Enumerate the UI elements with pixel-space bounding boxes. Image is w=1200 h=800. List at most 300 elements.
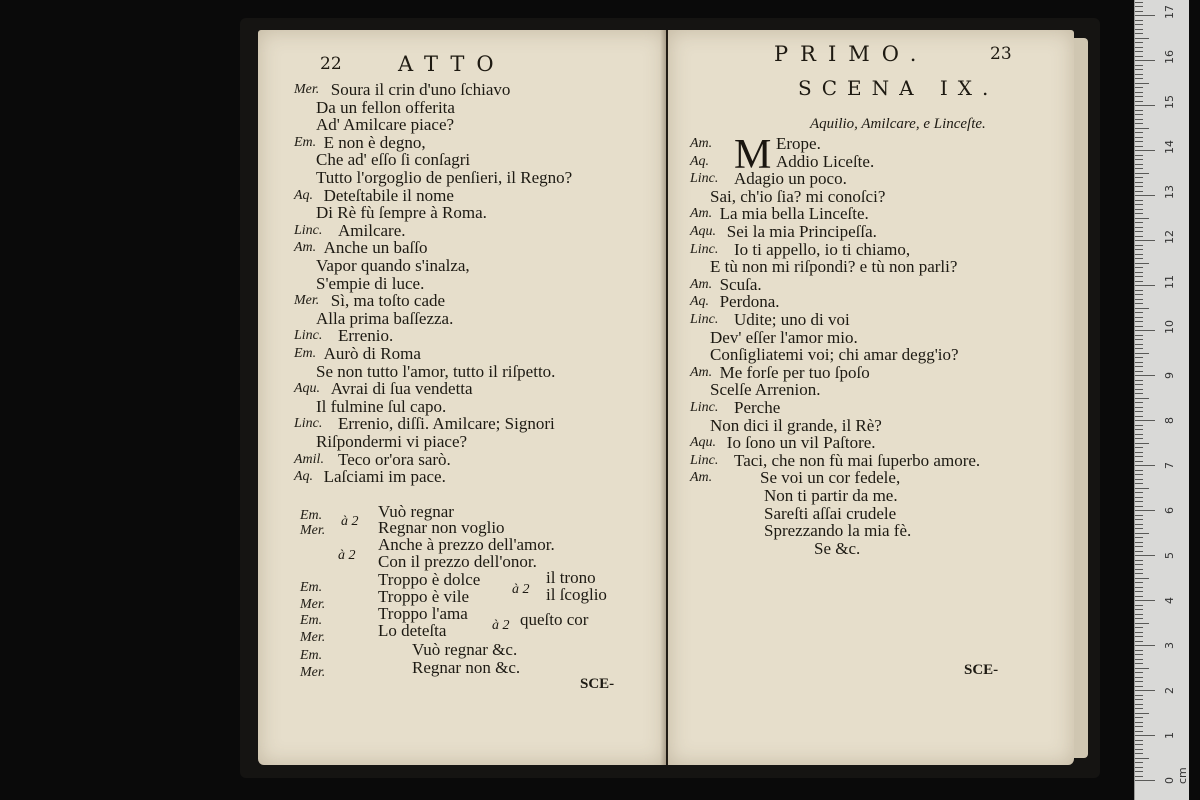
duet-line: Vuò regnar bbox=[378, 502, 454, 521]
running-head: PRIMO. bbox=[774, 42, 929, 66]
ruler-label: 6 bbox=[1163, 507, 1176, 514]
speaker-label: Aq. bbox=[690, 294, 710, 310]
ruler-tick bbox=[1135, 335, 1143, 336]
verse-line: Erope. bbox=[776, 134, 821, 153]
ruler-tick bbox=[1135, 560, 1143, 561]
ruler-tick bbox=[1135, 155, 1143, 156]
ruler-tick bbox=[1135, 677, 1143, 678]
ruler-tick bbox=[1135, 65, 1143, 66]
ruler-tick bbox=[1135, 672, 1143, 673]
speaker-label: Mer. bbox=[300, 665, 326, 680]
verse-line: E tù non mi riſpondi? e tù non parli? bbox=[710, 257, 958, 277]
page-number: 22 bbox=[320, 54, 342, 74]
ruler-tick bbox=[1135, 771, 1143, 772]
ruler-tick bbox=[1135, 767, 1143, 768]
ruler-tick bbox=[1135, 600, 1155, 601]
ruler-tick bbox=[1135, 443, 1149, 444]
ruler-tick bbox=[1135, 195, 1155, 196]
ruler-tick bbox=[1135, 429, 1143, 430]
speaker-label: Mer. bbox=[300, 523, 326, 538]
ruler-tick bbox=[1135, 776, 1143, 777]
speaker-label: Em. bbox=[300, 613, 323, 628]
ruler-tick bbox=[1135, 348, 1143, 349]
verse-line: Io ſono un vil Paſtore. bbox=[726, 433, 876, 453]
ruler-tick bbox=[1135, 416, 1143, 417]
ruler-tick bbox=[1135, 56, 1143, 57]
verse-line: Sei la mia Principeſſa. bbox=[726, 222, 877, 241]
verse-line: Conſigliatemi voi; chi amar degg'io? bbox=[710, 345, 959, 365]
speaker-label: Em. bbox=[294, 346, 317, 361]
ruler-tick bbox=[1135, 47, 1143, 48]
speaker-label: Am. bbox=[690, 206, 713, 222]
verse-line: Udite; uno di voi bbox=[734, 310, 850, 329]
ruler-tick bbox=[1135, 357, 1143, 358]
ruler-tick bbox=[1135, 434, 1143, 435]
speaker-label: Linc. bbox=[690, 171, 719, 187]
speaker-label: Em. bbox=[300, 648, 323, 663]
verse-line: Sì, ma toſto cade bbox=[330, 291, 446, 311]
speaker-label: Em. bbox=[300, 580, 323, 595]
verse-line: Che ad' eſſo ſi conſagri bbox=[316, 150, 471, 170]
speaker-label: Aqu. bbox=[690, 224, 717, 239]
duet-line: Anche à prezzo dell'amor. bbox=[378, 535, 555, 554]
ruler-tick bbox=[1135, 501, 1143, 502]
speaker-label: Linc. bbox=[690, 400, 719, 415]
ruler-tick bbox=[1135, 173, 1149, 174]
ruler-tick bbox=[1135, 231, 1143, 232]
verse-line: Soura il crin d'uno ſchiavo bbox=[330, 80, 511, 99]
verse-line: E non è degno, bbox=[323, 132, 426, 152]
ruler-tick bbox=[1135, 438, 1143, 439]
ruler-tick bbox=[1135, 695, 1143, 696]
ruler-tick bbox=[1135, 479, 1143, 480]
ruler-tick bbox=[1135, 663, 1143, 664]
ruler-tick bbox=[1135, 285, 1155, 286]
ruler-tick bbox=[1135, 227, 1143, 228]
ruler-tick bbox=[1135, 38, 1149, 39]
verse-line: Scuſa. bbox=[719, 274, 762, 294]
ruler-tick bbox=[1135, 713, 1149, 714]
ruler-tick bbox=[1135, 276, 1143, 277]
speaker-label: Linc. bbox=[294, 416, 323, 432]
verse-line: Amilcare. bbox=[338, 220, 406, 240]
verse-line: Avrai di ſua vendetta bbox=[330, 379, 473, 399]
verse-line: Adagio un poco. bbox=[734, 169, 847, 189]
ruler-tick bbox=[1135, 627, 1143, 628]
verse-line: Tutto l'orgoglio de penſieri, il Regno? bbox=[316, 168, 573, 187]
verse-line: Laſciami im pace. bbox=[323, 467, 446, 487]
ruler-tick bbox=[1135, 182, 1143, 183]
ruler-tick bbox=[1135, 87, 1143, 88]
verse-line: Errenio. bbox=[338, 326, 394, 346]
ruler-tick bbox=[1135, 164, 1143, 165]
ruler-tick bbox=[1135, 591, 1143, 592]
ruler-tick bbox=[1135, 60, 1155, 61]
ruler-label: 17 bbox=[1163, 5, 1176, 19]
ruler-tick bbox=[1135, 24, 1143, 25]
speaker-label: Aq. bbox=[294, 469, 314, 485]
duet-line: il ſcoglio bbox=[546, 585, 607, 604]
ruler-tick bbox=[1135, 110, 1143, 111]
verse-line: Dev' eſſer l'amor mio. bbox=[710, 327, 858, 347]
ruler-tick bbox=[1135, 11, 1143, 12]
ruler-tick bbox=[1135, 132, 1143, 133]
ruler-tick bbox=[1135, 407, 1143, 408]
ruler-tick bbox=[1135, 78, 1143, 79]
ruler-tick bbox=[1135, 317, 1143, 318]
ruler-tick bbox=[1135, 690, 1155, 691]
a2-marking: à 2 bbox=[341, 514, 359, 529]
ruler-tick bbox=[1135, 699, 1143, 700]
ruler-tick bbox=[1135, 204, 1143, 205]
page-edges bbox=[1072, 38, 1088, 758]
ruler-tick bbox=[1135, 506, 1143, 507]
ruler-tick bbox=[1135, 659, 1143, 660]
ruler-label: 0 cm bbox=[1163, 767, 1189, 784]
ruler-tick bbox=[1135, 744, 1143, 745]
ruler-tick bbox=[1135, 650, 1143, 651]
ruler-tick bbox=[1135, 470, 1143, 471]
ruler-tick bbox=[1135, 380, 1143, 381]
ruler-label: 14 bbox=[1163, 140, 1176, 154]
ruler-tick bbox=[1135, 533, 1149, 534]
catchword: SCE- bbox=[964, 662, 999, 678]
ruler-tick bbox=[1135, 623, 1149, 624]
ruler-tick bbox=[1135, 213, 1143, 214]
ruler-tick bbox=[1135, 236, 1143, 237]
verse-line: Se non tutto l'amor, tutto il riſpetto. bbox=[316, 361, 556, 381]
duet-line: Lo deteſta bbox=[378, 621, 447, 640]
ruler-tick bbox=[1135, 186, 1143, 187]
verse-line: Me forſe per tuo ſpoſo bbox=[719, 362, 870, 382]
speaker-label: Am. bbox=[690, 136, 713, 151]
ruler-tick bbox=[1135, 159, 1143, 160]
ruler-tick bbox=[1135, 528, 1143, 529]
measuring-ruler bbox=[1134, 0, 1189, 800]
verse-line: Se voi un cor fedele, bbox=[760, 468, 901, 488]
ruler-tick bbox=[1135, 330, 1155, 331]
speaker-label: Am. bbox=[294, 240, 317, 256]
speaker-label: Em. bbox=[294, 134, 317, 150]
ruler-tick bbox=[1135, 267, 1143, 268]
ruler-tick bbox=[1135, 20, 1143, 21]
ruler-tick bbox=[1135, 2, 1143, 3]
ruler-tick bbox=[1135, 618, 1143, 619]
ruler-tick bbox=[1135, 384, 1143, 385]
verse-line: Alla prima baſſezza. bbox=[316, 308, 454, 328]
page-number: 23 bbox=[990, 44, 1012, 64]
ruler-tick bbox=[1135, 645, 1155, 646]
ruler-tick bbox=[1135, 420, 1155, 421]
ruler-tick bbox=[1135, 510, 1155, 511]
ruler-tick bbox=[1135, 137, 1143, 138]
ruler-tick bbox=[1135, 587, 1143, 588]
speaker-label: Am. bbox=[690, 364, 713, 380]
speaker-label: Linc. bbox=[690, 312, 719, 327]
ruler-tick bbox=[1135, 668, 1149, 669]
character-list: Aquilio, Amilcare, e Linceſte. bbox=[810, 116, 986, 132]
speaker-label: Aqu. bbox=[690, 435, 717, 451]
verse-line: Taci, che non fù mai ſuperbo amore. bbox=[734, 450, 981, 470]
ruler-tick bbox=[1135, 326, 1143, 327]
verse-line: Se &c. bbox=[814, 538, 861, 558]
ruler-tick bbox=[1135, 726, 1143, 727]
ruler-tick bbox=[1135, 389, 1143, 390]
ruler-label: 4 bbox=[1163, 597, 1176, 604]
speaker-label: Am. bbox=[690, 276, 713, 292]
speaker-label: Linc. bbox=[690, 452, 719, 468]
ruler-tick bbox=[1135, 141, 1143, 142]
ruler-tick bbox=[1135, 497, 1143, 498]
ruler-tick bbox=[1135, 636, 1143, 637]
ruler-tick bbox=[1135, 722, 1143, 723]
ruler-tick bbox=[1135, 249, 1143, 250]
duet-line: Regnar non voglio bbox=[378, 518, 505, 537]
verse-line: Ad' Amilcare piace? bbox=[316, 115, 455, 135]
ruler-tick bbox=[1135, 555, 1155, 556]
scene-title: SCENA IX. bbox=[798, 76, 999, 100]
ruler-label: 15 bbox=[1163, 95, 1176, 109]
speaker-label: Am. bbox=[690, 470, 713, 486]
ruler-tick bbox=[1135, 344, 1143, 345]
ruler-tick bbox=[1135, 641, 1143, 642]
ruler-tick bbox=[1135, 492, 1143, 493]
speaker-label: Mer. bbox=[300, 597, 326, 612]
ruler-tick bbox=[1135, 483, 1143, 484]
duet-line: Con il prezzo dell'onor. bbox=[378, 552, 537, 571]
ruler-tick bbox=[1135, 15, 1155, 16]
ruler-tick bbox=[1135, 731, 1143, 732]
ruler-tick bbox=[1135, 546, 1143, 547]
ruler-tick bbox=[1135, 168, 1143, 169]
ruler-tick bbox=[1135, 452, 1143, 453]
ruler-tick bbox=[1135, 447, 1143, 448]
ruler-tick bbox=[1135, 312, 1143, 313]
ruler-tick bbox=[1135, 717, 1143, 718]
ruler-tick bbox=[1135, 537, 1143, 538]
ruler-tick bbox=[1135, 398, 1149, 399]
ruler-label: 1 bbox=[1163, 732, 1176, 739]
ruler-tick bbox=[1135, 573, 1143, 574]
ruler-tick bbox=[1135, 245, 1143, 246]
ruler-label: 9 bbox=[1163, 372, 1176, 379]
speaker-label: Mer. bbox=[300, 630, 326, 645]
verse-line: Sareſti aſſai crudele bbox=[764, 503, 897, 523]
duet-line: Regnar non &c. bbox=[412, 658, 521, 677]
ruler-tick bbox=[1135, 123, 1143, 124]
ruler-tick bbox=[1135, 308, 1149, 309]
verse-line: Perdona. bbox=[719, 292, 780, 312]
speaker-label: Amil. bbox=[294, 451, 324, 467]
ruler-tick bbox=[1135, 74, 1143, 75]
ruler-label: 7 bbox=[1163, 462, 1176, 469]
verse-line: Deteſtabile il nome bbox=[323, 185, 454, 205]
duet-line: Troppo è dolce bbox=[378, 570, 481, 589]
ruler-tick bbox=[1135, 96, 1143, 97]
ruler-tick bbox=[1135, 258, 1143, 259]
speaker-label: Mer. bbox=[294, 82, 320, 97]
a2-marking: à 2 bbox=[492, 618, 510, 633]
ruler-tick bbox=[1135, 569, 1143, 570]
ruler-tick bbox=[1135, 578, 1149, 579]
ruler-tick bbox=[1135, 740, 1143, 741]
ruler-tick bbox=[1135, 218, 1149, 219]
verse-line: Il fulmine ſul capo. bbox=[316, 396, 447, 416]
ruler-tick bbox=[1135, 456, 1143, 457]
verse-line: Di Rè fù ſempre à Roma. bbox=[316, 203, 487, 223]
ruler-tick bbox=[1135, 105, 1155, 106]
ruler-tick bbox=[1135, 654, 1143, 655]
ruler-label: 11 bbox=[1163, 275, 1176, 289]
ruler-tick bbox=[1135, 321, 1143, 322]
ruler-tick bbox=[1135, 564, 1143, 565]
duet-line: Vuò regnar &c. bbox=[412, 640, 518, 659]
ruler-label: 16 bbox=[1163, 50, 1176, 64]
ruler-label: 8 bbox=[1163, 417, 1176, 424]
ruler-tick bbox=[1135, 708, 1143, 709]
duet-line: queſto cor bbox=[520, 610, 589, 629]
ruler-tick bbox=[1135, 303, 1143, 304]
ruler-tick bbox=[1135, 735, 1155, 736]
ruler-tick bbox=[1135, 128, 1149, 129]
ruler-tick bbox=[1135, 42, 1143, 43]
ruler-tick bbox=[1135, 177, 1143, 178]
ruler-tick bbox=[1135, 375, 1155, 376]
verse-line: Non dici il grande, il Rè? bbox=[710, 415, 882, 435]
ruler-tick bbox=[1135, 515, 1143, 516]
ruler-tick bbox=[1135, 353, 1149, 354]
speaker-label: Em. bbox=[300, 508, 323, 523]
ruler-tick bbox=[1135, 411, 1143, 412]
a2-marking: à 2 bbox=[512, 582, 530, 597]
ruler-tick bbox=[1135, 263, 1149, 264]
ruler-tick bbox=[1135, 240, 1155, 241]
ruler-tick bbox=[1135, 222, 1143, 223]
ruler-label: 13 bbox=[1163, 185, 1176, 199]
ruler-tick bbox=[1135, 524, 1143, 525]
ruler-tick bbox=[1135, 609, 1143, 610]
ruler-tick bbox=[1135, 254, 1143, 255]
verse-line: Perche bbox=[734, 398, 781, 417]
ruler-tick bbox=[1135, 402, 1143, 403]
speaker-label: Linc. bbox=[294, 222, 323, 238]
ruler-tick bbox=[1135, 6, 1143, 7]
ruler-tick bbox=[1135, 200, 1143, 201]
ruler-tick bbox=[1135, 582, 1143, 583]
verse-line: Addio Liceſte. bbox=[776, 151, 875, 171]
a2-marking: à 2 bbox=[338, 548, 356, 563]
verse-line: Anche un baſſo bbox=[323, 238, 428, 258]
ruler-tick bbox=[1135, 614, 1143, 615]
catchword: SCE- bbox=[580, 676, 615, 692]
ruler-tick bbox=[1135, 339, 1143, 340]
verse-line: Vapor quando s'inalza, bbox=[316, 256, 470, 275]
ruler-label: 5 bbox=[1163, 552, 1176, 559]
ruler-tick bbox=[1135, 272, 1143, 273]
ruler-tick bbox=[1135, 488, 1149, 489]
ruler-tick bbox=[1135, 551, 1143, 552]
ruler-tick bbox=[1135, 51, 1143, 52]
ruler-label: 2 bbox=[1163, 687, 1176, 694]
ruler-tick bbox=[1135, 474, 1143, 475]
speaker-label: Aqu. bbox=[294, 381, 321, 397]
ruler-label: 12 bbox=[1163, 230, 1176, 244]
ruler-tick bbox=[1135, 294, 1143, 295]
ruler-tick bbox=[1135, 101, 1143, 102]
ruler-tick bbox=[1135, 704, 1143, 705]
ruler-tick bbox=[1135, 753, 1143, 754]
left-page bbox=[258, 30, 666, 765]
duet-line: Troppo l'ama bbox=[378, 604, 468, 623]
ruler-tick bbox=[1135, 393, 1143, 394]
ruler-tick bbox=[1135, 681, 1143, 682]
ruler-tick bbox=[1135, 290, 1143, 291]
speaker-label: Mer. bbox=[294, 293, 320, 309]
ruler-tick bbox=[1135, 542, 1143, 543]
ruler-tick bbox=[1135, 632, 1143, 633]
ruler-tick bbox=[1135, 281, 1143, 282]
ruler-tick bbox=[1135, 758, 1149, 759]
speaker-label: Linc. bbox=[690, 241, 719, 257]
ruler-tick bbox=[1135, 686, 1143, 687]
verse-line: Sprezzando la mia fè. bbox=[764, 521, 912, 541]
ruler-tick bbox=[1135, 83, 1149, 84]
drop-cap: M bbox=[734, 132, 772, 178]
ruler-tick bbox=[1135, 519, 1143, 520]
ruler-tick bbox=[1135, 780, 1155, 781]
ruler-tick bbox=[1135, 465, 1155, 466]
ruler-tick bbox=[1135, 114, 1143, 115]
ruler-tick bbox=[1135, 146, 1143, 147]
ruler-tick bbox=[1135, 29, 1143, 30]
verse-line: La mia bella Linceſte. bbox=[719, 204, 869, 224]
verse-line: Teco or'ora sarò. bbox=[338, 449, 451, 469]
ruler-tick bbox=[1135, 366, 1143, 367]
verse-line: Sai, ch'io ſia? mi conoſci? bbox=[710, 186, 886, 206]
duet-line: Troppo è vile bbox=[378, 587, 469, 606]
verse-line: Da un fellon offerita bbox=[316, 97, 455, 117]
ruler-tick bbox=[1135, 371, 1143, 372]
ruler-tick bbox=[1135, 209, 1143, 210]
duet-line: il trono bbox=[546, 568, 596, 587]
ruler-tick bbox=[1135, 33, 1143, 34]
speaker-label: Aq. bbox=[294, 187, 314, 203]
ruler-tick bbox=[1135, 191, 1143, 192]
ruler-tick bbox=[1135, 596, 1143, 597]
ruler-tick bbox=[1135, 150, 1155, 151]
verse-line: Errenio, diſſi. Amilcare; Signori bbox=[338, 414, 555, 434]
ruler-label: 3 bbox=[1163, 642, 1176, 649]
ruler-tick bbox=[1135, 749, 1143, 750]
ruler-tick bbox=[1135, 69, 1143, 70]
ruler-tick bbox=[1135, 362, 1143, 363]
verse-line: Aurò di Roma bbox=[323, 344, 421, 363]
ruler-tick bbox=[1135, 299, 1143, 300]
ruler-tick bbox=[1135, 425, 1143, 426]
verse-line: Riſpondermi vi piace? bbox=[316, 432, 468, 451]
ruler-tick bbox=[1135, 461, 1143, 462]
right-page bbox=[668, 30, 1074, 765]
running-head: ATTO bbox=[398, 52, 506, 76]
ruler-label: 10 bbox=[1163, 320, 1176, 334]
ruler-tick bbox=[1135, 119, 1143, 120]
verse-line: Io ti appello, io ti chiamo, bbox=[734, 239, 911, 259]
speaker-label: Linc. bbox=[294, 328, 323, 344]
ruler-tick bbox=[1135, 92, 1143, 93]
verse-line: Scelſe Arrenion. bbox=[710, 380, 821, 400]
verse-line: S'empie di luce. bbox=[316, 273, 425, 293]
ruler-tick bbox=[1135, 762, 1143, 763]
